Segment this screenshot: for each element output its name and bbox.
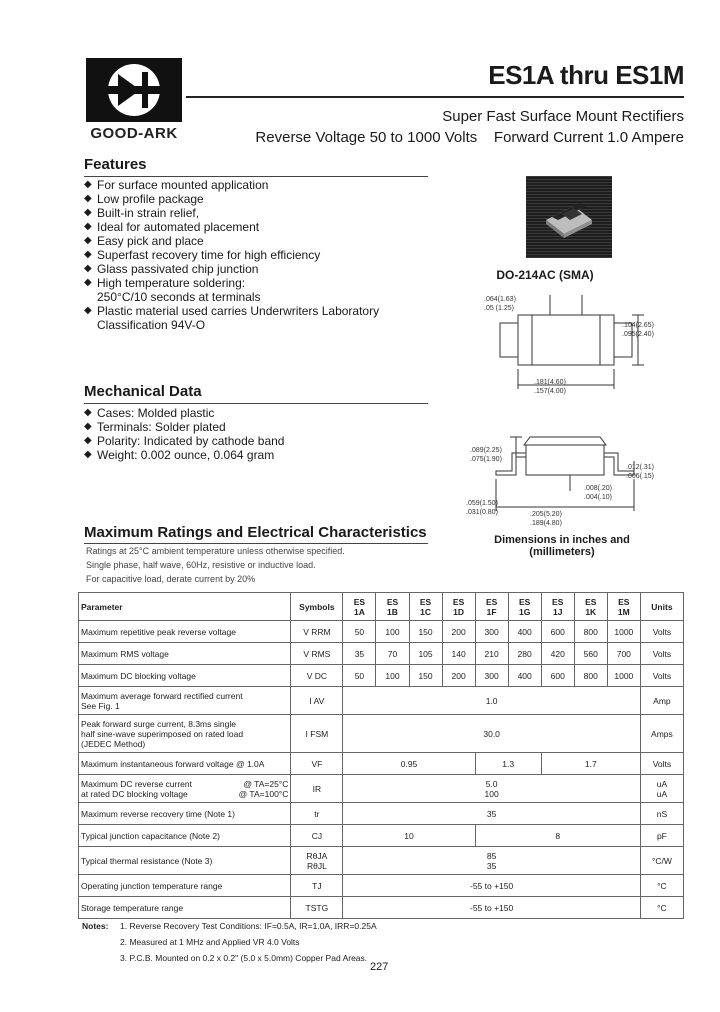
header-symbols: Symbols bbox=[291, 593, 343, 621]
features-rule bbox=[84, 176, 428, 177]
bullet-icon: ◆ bbox=[84, 249, 92, 260]
dim-label: .008(.20) bbox=[584, 485, 613, 492]
header-part: ES 1K bbox=[574, 593, 607, 621]
table-row bbox=[79, 687, 684, 715]
header-part: ES 1C bbox=[409, 593, 442, 621]
param-cell: Maximum instantaneous forward voltage @ 1.0A bbox=[79, 753, 291, 775]
unit-cell: Amps bbox=[640, 715, 683, 753]
mechanical-title: Mechanical Data bbox=[84, 383, 202, 400]
symbol-cell: TJ bbox=[291, 875, 343, 897]
header-part: ES 1G bbox=[508, 593, 541, 621]
list-item: ◆ Plastic material used carries Underwriters Laboratory Classification 94V-O bbox=[84, 304, 380, 332]
value-cell: 70 bbox=[376, 643, 409, 665]
title-rule bbox=[186, 96, 684, 98]
symbol-cell: V RRM bbox=[291, 621, 343, 643]
header-part: ES 1J bbox=[541, 593, 574, 621]
unit-cell: Volts bbox=[640, 753, 683, 775]
header-part: ES 1B bbox=[376, 593, 409, 621]
param-cell: Maximum RMS voltage bbox=[79, 643, 291, 665]
condition-line: Ratings at 25°C ambient temperature unless otherwise specified. bbox=[86, 546, 345, 556]
unit-cell: Amp bbox=[640, 687, 683, 715]
value-cell: 200 bbox=[442, 665, 475, 687]
value-cell: 200 bbox=[442, 621, 475, 643]
dim-label: .006(.15) bbox=[626, 473, 655, 480]
bullet-icon: ◆ bbox=[84, 207, 92, 218]
dimensions-caption: Dimensions in inches and (millimeters) bbox=[494, 534, 630, 558]
list-item: ◆ Weight: 0.002 ounce, 0.064 gram bbox=[84, 448, 275, 462]
value-cell: 300 bbox=[475, 621, 508, 643]
value-cell: 100 bbox=[376, 665, 409, 687]
page-title: ES1A thru ES1M bbox=[488, 60, 684, 90]
bullet-icon: ◆ bbox=[84, 235, 92, 246]
value-cell: -55 to +150 bbox=[343, 875, 640, 897]
value-cell: 35 bbox=[343, 643, 376, 665]
dim-label: .031(0.80) bbox=[466, 509, 498, 516]
dim-label: .012(.31) bbox=[626, 464, 655, 471]
symbol-cell: I FSM bbox=[291, 715, 343, 753]
param-cell: Maximum reverse recovery time (Note 1) bbox=[79, 803, 291, 825]
list-item: ◆ Low profile package bbox=[84, 192, 204, 206]
condition-line: For capacitive load, derate current by 20% bbox=[86, 574, 256, 584]
diode-logo-icon bbox=[86, 58, 182, 122]
value-cell: 400 bbox=[508, 665, 541, 687]
symbol-cell: I AV bbox=[291, 687, 343, 715]
param-cell: Maximum DC reverse current @ TA=25°C at rated DC blocking voltage @ TA=100°C bbox=[79, 775, 291, 803]
conditions bbox=[86, 544, 345, 586]
note-item: 3. P.C.B. Mounted on 0.2 x 0.2" (5.0 x 5.0mm) Copper Pad Areas. bbox=[120, 953, 368, 963]
header-part: ES 1M bbox=[607, 593, 640, 621]
value-cell: 150 bbox=[409, 621, 442, 643]
note-item: 1. Reverse Recovery Test Conditions: IF=0.5A, IR=1.0A, IRR=0.25A bbox=[120, 921, 377, 931]
value-cell: 1.3 bbox=[475, 753, 541, 775]
bullet-icon: ◆ bbox=[84, 221, 92, 232]
list-item: ◆ High temperature soldering: 250°C/10 seconds at terminals bbox=[84, 276, 261, 304]
value-cell: 1000 bbox=[607, 621, 640, 643]
dim-label: .05 (1.25) bbox=[484, 305, 514, 312]
table-row bbox=[79, 665, 684, 687]
value-cell: 50 bbox=[343, 621, 376, 643]
symbol-cell: V RMS bbox=[291, 643, 343, 665]
subtitle-line-1: Super Fast Surface Mount Rectifiers bbox=[442, 108, 684, 125]
header-part: ES 1D bbox=[442, 593, 475, 621]
symbol-cell: TSTG bbox=[291, 897, 343, 919]
mechanical-list bbox=[84, 406, 424, 462]
features-title: Features bbox=[84, 156, 147, 173]
list-item: ◆ For surface mounted application bbox=[84, 178, 269, 192]
value-cell: 35 bbox=[343, 803, 640, 825]
value-cell: 800 bbox=[574, 665, 607, 687]
value-cell: -55 to +150 bbox=[343, 897, 640, 919]
dim-label: .189(4.80) bbox=[530, 520, 562, 527]
unit-cell: pF bbox=[640, 825, 683, 847]
dim-label: .075(1.90) bbox=[470, 456, 502, 463]
list-item: ◆ Cases: Molded plastic bbox=[84, 406, 215, 420]
dim-label: .157(4.00) bbox=[534, 388, 566, 395]
param-cell: Storage temperature range bbox=[79, 897, 291, 919]
value-cell: 85 35 bbox=[343, 847, 640, 875]
table-header-row bbox=[79, 593, 684, 621]
table-row bbox=[79, 621, 684, 643]
param-cell: Peak forward surge current, 8.3ms single half sine-wave superimposed on rated load (JEDEC Method) bbox=[79, 715, 291, 753]
value-cell: 400 bbox=[508, 621, 541, 643]
list-item: ◆ Glass passivated chip junction bbox=[84, 262, 259, 276]
symbol-cell: VF bbox=[291, 753, 343, 775]
dim-label: .181(4.60) bbox=[534, 379, 566, 386]
header-part: ES 1A bbox=[343, 593, 376, 621]
param-cell: Typical thermal resistance (Note 3) bbox=[79, 847, 291, 875]
table-row bbox=[79, 897, 684, 919]
dim-label: .004(.10) bbox=[584, 494, 613, 501]
subtitle-line-2: Reverse Voltage 50 to 1000 Volts Forward Current 1.0 Ampere bbox=[255, 129, 684, 146]
unit-cell: Volts bbox=[640, 665, 683, 687]
package-label: DO-214AC (SMA) bbox=[496, 268, 594, 282]
dim-label: .064(1.63) bbox=[484, 296, 516, 303]
value-cell: 150 bbox=[409, 665, 442, 687]
brand-name: GOOD-ARK bbox=[90, 125, 178, 142]
value-cell: 30.0 bbox=[343, 715, 640, 753]
value-cell: 10 bbox=[343, 825, 475, 847]
bullet-icon: ◆ bbox=[84, 179, 92, 190]
bullet-icon: ◆ bbox=[84, 435, 92, 446]
value-cell: 1.0 bbox=[343, 687, 640, 715]
symbol-cell: tr bbox=[291, 803, 343, 825]
value-cell: 100 bbox=[376, 621, 409, 643]
symbol-cell: V DC bbox=[291, 665, 343, 687]
table-row bbox=[79, 803, 684, 825]
bullet-icon: ◆ bbox=[84, 421, 92, 432]
bullet-icon: ◆ bbox=[84, 449, 92, 460]
value-cell: 600 bbox=[541, 665, 574, 687]
unit-cell: uA uA bbox=[640, 775, 683, 803]
value-cell: 300 bbox=[475, 665, 508, 687]
dim-label: .089(2.25) bbox=[470, 447, 502, 454]
table-row bbox=[79, 753, 684, 775]
list-item: ◆ Built-in strain relief, bbox=[84, 206, 200, 220]
value-cell: 700 bbox=[607, 643, 640, 665]
value-cell: 1.7 bbox=[541, 753, 640, 775]
symbol-cell: RθJA RθJL bbox=[291, 847, 343, 875]
value-cell: 420 bbox=[541, 643, 574, 665]
ratings-title: Maximum Ratings and Electrical Characteristics bbox=[84, 524, 427, 541]
param-cell: Maximum average forward rectified current See Fig. 1 bbox=[79, 687, 291, 715]
page-number: 227 bbox=[370, 961, 389, 973]
value-cell: 280 bbox=[508, 643, 541, 665]
dim-label: .205(5.20) bbox=[530, 511, 562, 518]
list-item: ◆ Superfast recovery time for high efficiency bbox=[84, 248, 321, 262]
table-row bbox=[79, 825, 684, 847]
notes-label: Notes: bbox=[82, 921, 109, 931]
condition-line: Single phase, half wave, 60Hz, resistive or inductive load. bbox=[86, 560, 316, 570]
header-units: Units bbox=[640, 593, 683, 621]
value-cell: 0.95 bbox=[343, 753, 475, 775]
table-row bbox=[79, 715, 684, 753]
notes-list bbox=[120, 918, 377, 966]
bullet-icon: ◆ bbox=[84, 193, 92, 204]
list-item: ◆ Terminals: Solder plated bbox=[84, 420, 226, 434]
table-row bbox=[79, 875, 684, 897]
param-cell: Maximum DC blocking voltage bbox=[79, 665, 291, 687]
value-cell: 140 bbox=[442, 643, 475, 665]
bullet-icon: ◆ bbox=[84, 263, 92, 274]
mechanical-rule bbox=[84, 403, 428, 404]
header-part: ES 1F bbox=[475, 593, 508, 621]
table-row bbox=[79, 847, 684, 875]
package-photo bbox=[526, 176, 612, 258]
note-item: 2. Measured at 1 MHz and Applied VR 4.0 Volts bbox=[120, 937, 300, 947]
dimension-drawing bbox=[450, 285, 670, 530]
unit-cell: Volts bbox=[640, 643, 683, 665]
ratings-table bbox=[78, 592, 684, 919]
bullet-icon: ◆ bbox=[84, 305, 92, 316]
unit-cell: °C/W bbox=[640, 847, 683, 875]
value-cell: 210 bbox=[475, 643, 508, 665]
value-cell: 600 bbox=[541, 621, 574, 643]
bullet-icon: ◆ bbox=[84, 277, 92, 288]
value-cell: 800 bbox=[574, 621, 607, 643]
value-cell: 105 bbox=[409, 643, 442, 665]
unit-cell: °C bbox=[640, 897, 683, 919]
value-cell: 50 bbox=[343, 665, 376, 687]
header-parameter: Parameter bbox=[79, 593, 291, 621]
dim-label: .104(2.65) bbox=[622, 322, 654, 329]
unit-cell: Volts bbox=[640, 621, 683, 643]
value-cell: 1000 bbox=[607, 665, 640, 687]
param-cell: Typical junction capacitance (Note 2) bbox=[79, 825, 291, 847]
symbol-cell: IR bbox=[291, 775, 343, 803]
table-row bbox=[79, 643, 684, 665]
dim-label: .095(2.40) bbox=[622, 331, 654, 338]
list-item: ◆ Easy pick and place bbox=[84, 234, 204, 248]
table-row bbox=[79, 775, 684, 803]
value-cell: 560 bbox=[574, 643, 607, 665]
param-cell: Operating junction temperature range bbox=[79, 875, 291, 897]
features-list bbox=[84, 178, 424, 332]
unit-cell: nS bbox=[640, 803, 683, 825]
bullet-icon: ◆ bbox=[84, 407, 92, 418]
list-item: ◆ Polarity: Indicated by cathode band bbox=[84, 434, 285, 448]
unit-cell: °C bbox=[640, 875, 683, 897]
value-cell: 5.0 100 bbox=[343, 775, 640, 803]
param-cell: Maximum repetitive peak reverse voltage bbox=[79, 621, 291, 643]
list-item: ◆ Ideal for automated placement bbox=[84, 220, 260, 234]
dim-label: .059(1.50) bbox=[466, 500, 498, 507]
value-cell: 8 bbox=[475, 825, 640, 847]
symbol-cell: CJ bbox=[291, 825, 343, 847]
